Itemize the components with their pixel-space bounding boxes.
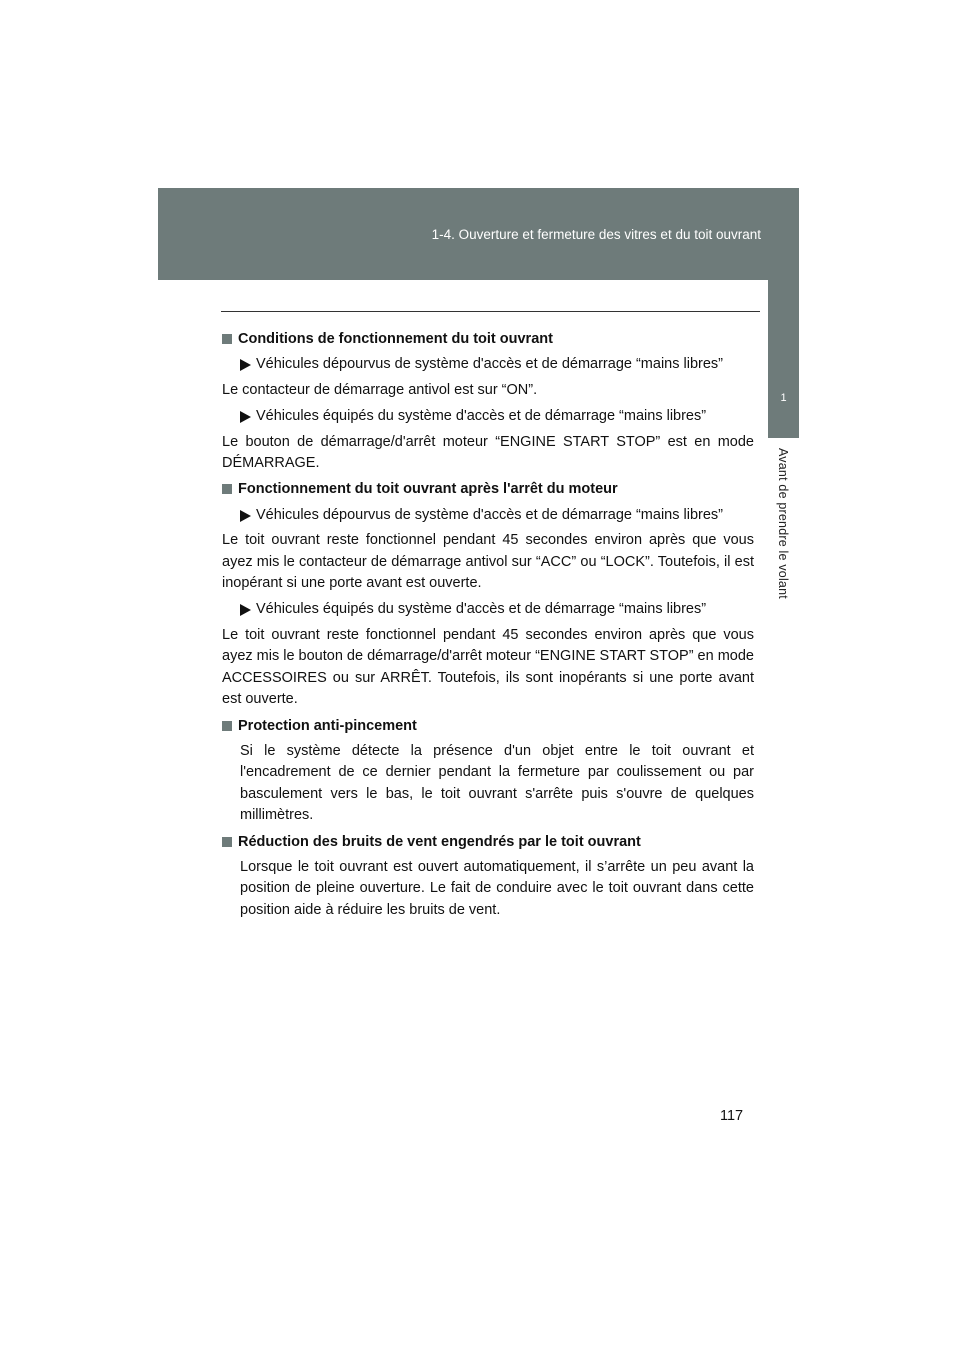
triangle-arrow-icon	[240, 359, 251, 371]
chapter-label: Avant de prendre le volant	[776, 448, 790, 599]
variant-text: Véhicules équipés du système d'accès et de démarrage “mains libres”	[256, 601, 707, 618]
variant-label	[240, 406, 754, 427]
paragraph: Lorsque le toit ouvrant est ouvert automatiquement, il s’arrête un peu avant la position de pleine ouverture. Le fait de conduire avec le toit ouvrant dans cette position aide à réduire les bruits de vent.	[240, 858, 754, 918]
header-rule	[221, 311, 760, 312]
paragraph: Le bouton de démarrage/d'arrêt moteur “ENGINE START STOP” est en mode DÉMARRAGE.	[222, 433, 754, 472]
square-bullet-icon	[222, 721, 232, 731]
variant-text: Véhicules équipés du système d'accès et de démarrage “mains libres”	[256, 408, 707, 425]
page-number: 117	[720, 1108, 744, 1124]
heading-text: Protection anti-pincement	[238, 717, 417, 734]
paragraph: Le contacteur de démarrage antivol est sur “ON”.	[222, 381, 538, 398]
section-heading	[222, 479, 754, 500]
section-heading	[222, 329, 754, 350]
chapter-tab	[768, 280, 799, 438]
paragraph: Le toit ouvrant reste fonctionnel pendant 45 secondes environ après que vous ayez mis le contacteur de démarrage antivol sur “ACC” ou “LOCK”. Toutefois, il est inopérant si une porte avant est ouverte.	[222, 532, 754, 592]
square-bullet-icon	[222, 334, 232, 344]
variant-label	[240, 354, 754, 375]
heading-text: Fonctionnement du toit ouvrant après l'arrêt du moteur	[238, 481, 618, 498]
chapter-number: 1	[780, 392, 787, 404]
triangle-arrow-icon	[240, 604, 251, 616]
header-band	[158, 188, 799, 280]
variant-label	[240, 599, 754, 620]
paragraph: Le toit ouvrant reste fonctionnel pendant 45 secondes environ après que vous ayez mis le bouton de démarrage/d'arrêt moteur “ENGINE START STOP” en mode ACCESSOIRES ou sur ARRÊT. Toutefois, ils sont inopérants si une porte avant est ouverte.	[222, 626, 754, 708]
heading-text: Conditions de fonctionnement du toit ouvrant	[238, 331, 553, 347]
section-title: 1-4. Ouverture et fermeture des vitres et du toit ouvrant	[431, 227, 761, 242]
heading-text: Réduction des bruits de vent engendrés par le toit ouvrant	[238, 833, 641, 850]
variant-label	[240, 505, 754, 526]
section-heading	[222, 716, 754, 737]
paragraph: Si le système détecte la présence d'un objet entre le toit ouvrant et l'encadrement de ce dernier pendant la fermeture par coulissement ou par basculement vers le bas, le toit ouvrant s'arrête puis s'ouvre de quelques millimètres.	[240, 742, 754, 824]
triangle-arrow-icon	[240, 510, 251, 522]
triangle-arrow-icon	[240, 411, 251, 423]
variant-text: Véhicules dépourvus de système d'accès et de démarrage “mains libres”	[256, 506, 723, 523]
section-heading	[222, 832, 754, 853]
page-content	[222, 329, 754, 926]
square-bullet-icon	[222, 484, 232, 494]
square-bullet-icon	[222, 837, 232, 847]
variant-text: Véhicules dépourvus de système d'accès et de démarrage “mains libres”	[256, 356, 723, 373]
